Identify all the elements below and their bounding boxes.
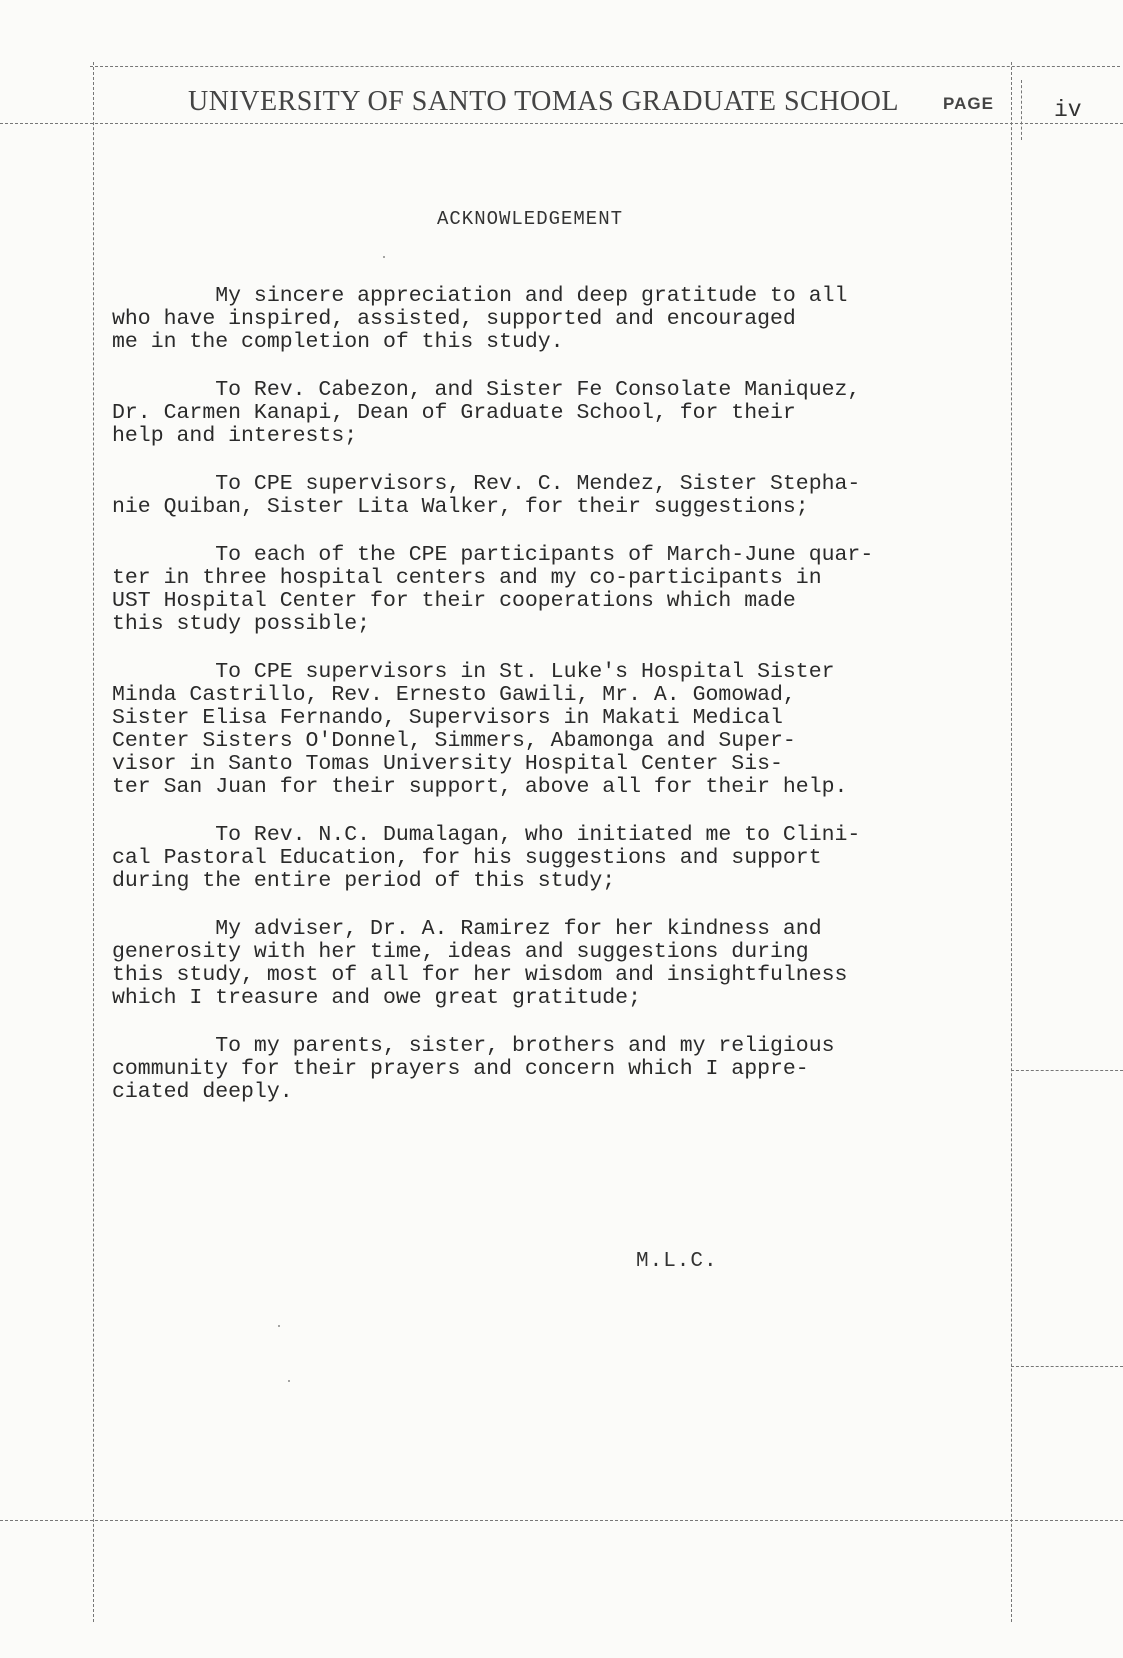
acknowledgement-body [112, 285, 990, 1129]
paragraph: To CPE supervisors in St. Luke's Hospital Sister Minda Castrillo, Rev. Ernesto Gawili, Mr. A. Gomowad, Sister Elisa Fernando, Supervisors in Makati Medical Center Sisters O'Donnel, Simmers, Abamonga and Super- visor in Santo Tomas University Hospital Center Sis- ter San Juan for their support, above all for their help. [112, 660, 848, 799]
header-top-rule [90, 66, 1120, 67]
margin-mark [1011, 1366, 1123, 1367]
paragraph: To Rev. Cabezon, and Sister Fe Consolate Maniquez, Dr. Carmen Kanapi, Dean of Graduate School, for their help and interests; [112, 378, 861, 448]
footer-rule [0, 1520, 1123, 1521]
acknowledgement-title: ACKNOWLEDGEMENT [436, 208, 624, 230]
page-box-divider [1021, 80, 1022, 140]
left-margin-rule [93, 62, 94, 1622]
institution-header: UNIVERSITY OF SANTO TOMAS GRADUATE SCHOOL [188, 86, 899, 117]
header-bottom-rule [0, 123, 1123, 124]
signature-initials: M.L.C. [636, 1250, 718, 1273]
paragraph: My sincere appreciation and deep gratitude to all who have inspired, assisted, supported and encouraged me in the completion of this study. [112, 284, 848, 354]
page-label: PAGE [943, 94, 994, 113]
scan-speck [288, 1380, 290, 1382]
page-number: iv [1054, 97, 1082, 123]
paragraph: My adviser, Dr. A. Ramirez for her kindness and generosity with her time, ideas and suggestions during this study, most of all for her wisdom and insightfulness which I treasure and owe great gratitude; [112, 917, 848, 1010]
paragraph: To my parents, sister, brothers and my religious community for their prayers and concern which I appre- ciated deeply. [112, 1034, 835, 1104]
scan-speck [383, 256, 385, 258]
margin-mark [1011, 1070, 1123, 1071]
right-margin-rule [1011, 62, 1012, 1622]
paragraph: To CPE supervisors, Rev. C. Mendez, Sister Stepha- nie Quiban, Sister Lita Walker, for their suggestions; [112, 472, 861, 519]
paragraph: To each of the CPE participants of March-June quar- ter in three hospital centers and my co-participants in UST Hospital Center for their cooperations which made this study possible; [112, 543, 874, 636]
scan-speck [278, 1325, 280, 1327]
paragraph: To Rev. N.C. Dumalagan, who initiated me to Clini- cal Pastoral Education, for his suggestions and support during the entire period of this study; [112, 823, 861, 893]
